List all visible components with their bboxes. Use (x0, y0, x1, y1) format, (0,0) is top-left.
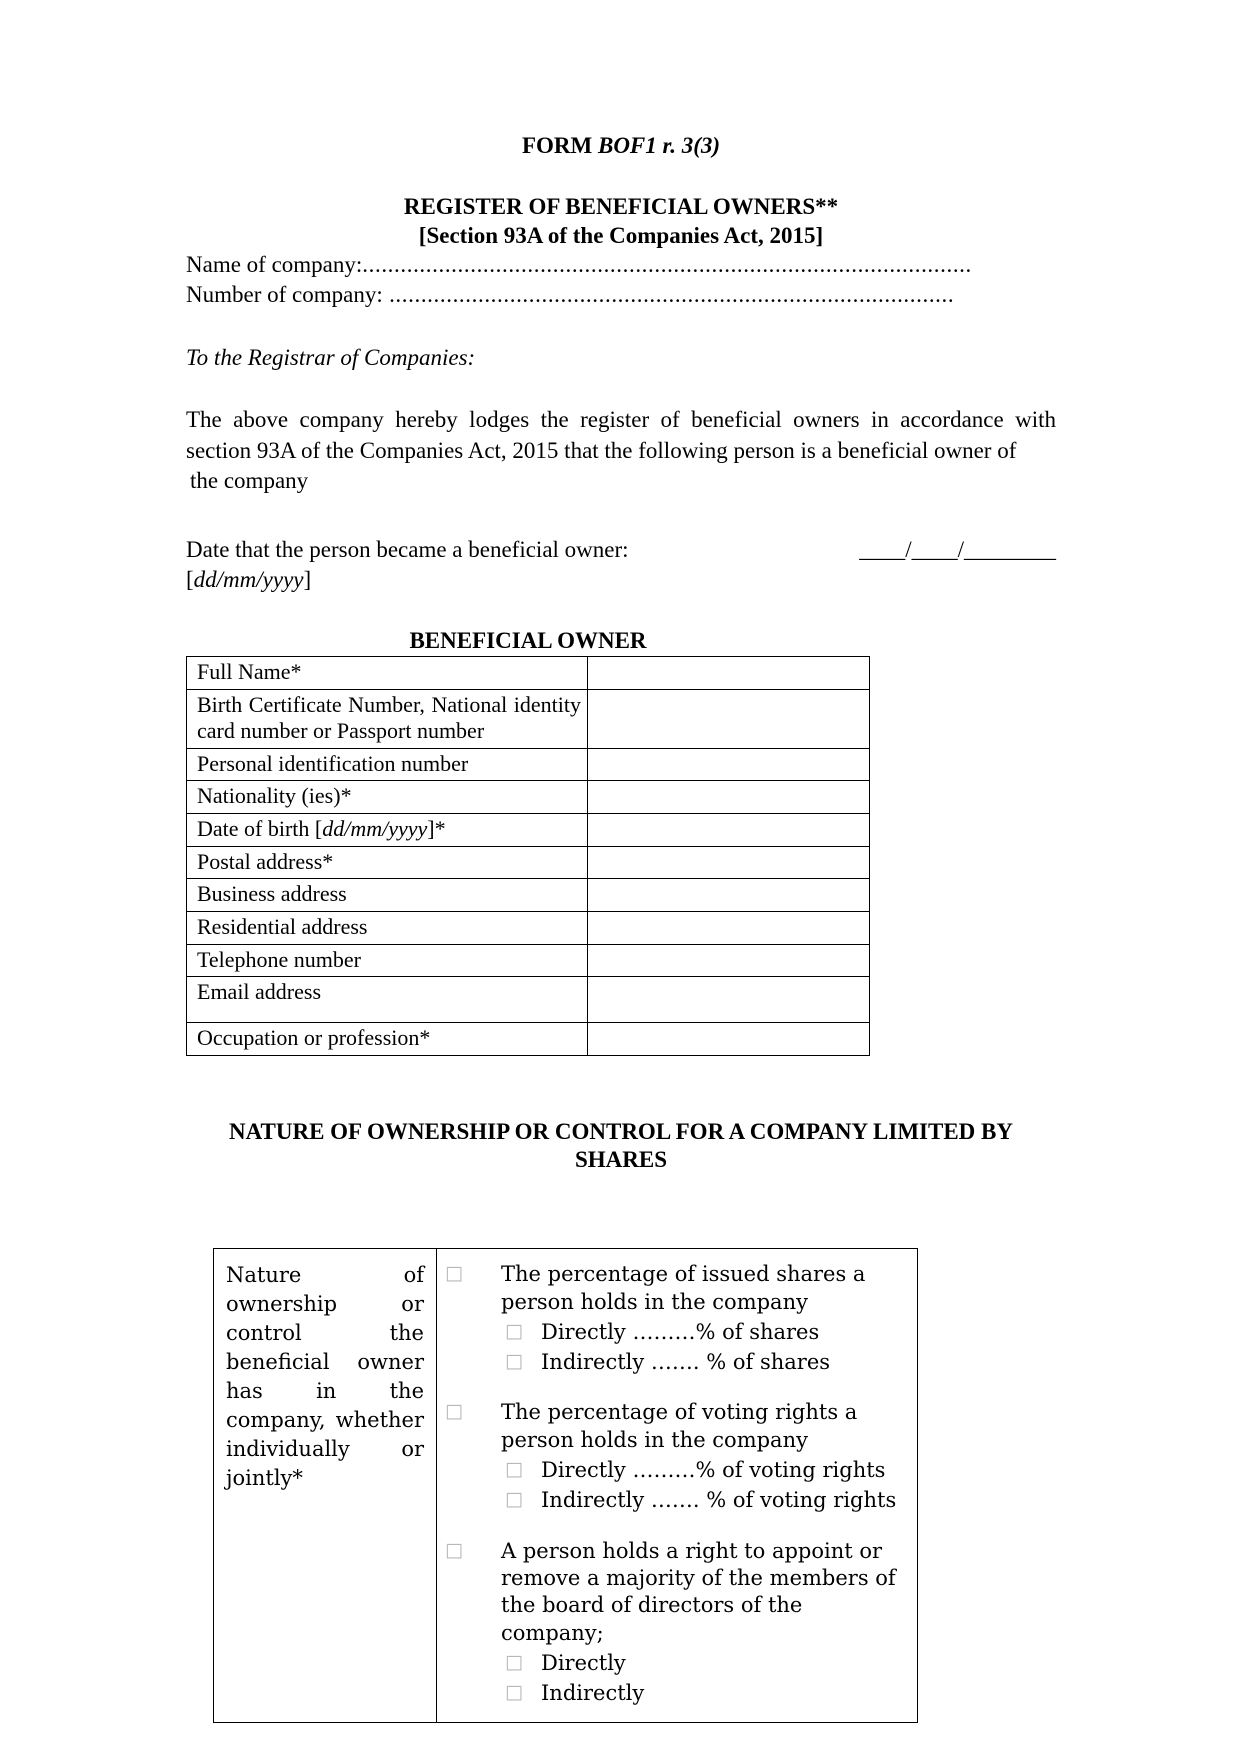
table-row (187, 657, 870, 690)
table-row (214, 1249, 918, 1723)
issued-shares-sublist (501, 1318, 907, 1378)
date-became-owner-line (186, 535, 1056, 596)
date-became-owner-label: Date that the person became a beneficial owner: (186, 536, 629, 562)
dob-suffix: ]* (427, 816, 446, 842)
company-number-label: Number of company: (186, 281, 383, 307)
row-label-residential-address: Residential address (187, 911, 588, 944)
beneficial-owner-heading: BENEFICIAL OWNER (409, 628, 647, 654)
row-label-occupation: Occupation or profession* (187, 1023, 588, 1056)
checkbox-icon[interactable]: □ (505, 1680, 523, 1703)
row-label-id-number (187, 689, 588, 748)
row-value-full-name[interactable] (588, 657, 870, 690)
option-appoint-remove-directors-label: A person holds a right to appoint or remove a majority of the members of the board of directors of the company; (501, 1538, 896, 1645)
appoint-remove-sublist (501, 1649, 907, 1709)
table-row (187, 781, 870, 814)
option-voting-indirectly-label: Indirectly ……. % of voting rights (541, 1487, 897, 1512)
nature-options-list (445, 1261, 907, 1708)
row-label-email: Email address (187, 977, 588, 1023)
voting-rights-sublist (501, 1456, 907, 1516)
beneficial-owner-table (186, 656, 870, 1056)
nature-section-heading-line2: SHARES (574, 1147, 668, 1173)
checkbox-icon[interactable]: □ (445, 1262, 463, 1285)
lodgement-paragraph-text: The above company hereby lodges the register of beneficial owners in accordance with section 93A of the Companies Act, 2015 that the following person is a beneficial owner of (186, 407, 1056, 463)
form-number-prefix: FORM (521, 133, 598, 158)
company-name-label: Name of company: (186, 252, 363, 278)
date-format-close-bracket: ] (303, 567, 312, 593)
row-value-postal-address[interactable] (588, 846, 870, 879)
table-row (187, 977, 870, 1023)
date-format-open-bracket: [ (186, 567, 194, 593)
list-item[interactable] (445, 1261, 907, 1377)
list-item[interactable] (445, 1399, 907, 1515)
list-item[interactable] (501, 1679, 907, 1709)
checkbox-icon[interactable]: □ (505, 1650, 523, 1673)
row-label-nationality: Nationality (ies)* (187, 781, 588, 814)
table-row (187, 689, 870, 748)
option-voting-rights-label: The percentage of voting rights a person holds in the company (501, 1400, 858, 1452)
table-row (187, 814, 870, 847)
nature-label-cell: Nature of ownership or control the beneficial owner has in the company, whether individually or jointly* (214, 1249, 437, 1723)
lodgement-paragraph (186, 405, 1056, 497)
option-appoint-indirectly-label: Indirectly (541, 1680, 645, 1705)
document-content (186, 0, 1056, 1723)
company-name-field-line (186, 250, 1056, 279)
row-label-id-number-line2: card number or Passport number (197, 718, 485, 744)
page-subtitle: [Section 93A of the Companies Act, 2015] (418, 222, 824, 248)
row-value-occupation[interactable] (588, 1023, 870, 1056)
option-appoint-directly-label: Directly (541, 1650, 626, 1675)
checkbox-icon[interactable]: □ (445, 1538, 463, 1561)
nature-of-ownership-table (213, 1248, 918, 1723)
date-became-owner-row (186, 535, 1056, 566)
row-label-personal-id: Personal identification number (187, 748, 588, 781)
page-title: REGISTER OF BENEFICIAL OWNERS** (403, 193, 839, 219)
list-item[interactable] (501, 1486, 907, 1516)
dob-prefix: Date of birth [ (197, 816, 323, 842)
row-label-business-address: Business address (187, 879, 588, 912)
company-name-leader[interactable]: ................................................................................................ (362, 252, 972, 278)
checkbox-icon[interactable]: □ (445, 1400, 463, 1423)
date-became-owner-input[interactable]: ____/____/________ (859, 536, 1056, 562)
list-item[interactable] (501, 1456, 907, 1486)
date-format-hint (186, 565, 1056, 596)
company-number-leader[interactable]: ......................................................................................... (382, 281, 955, 307)
option-shares-indirectly-label: Indirectly ……. % of shares (541, 1349, 831, 1374)
row-value-id-number[interactable] (588, 689, 870, 748)
date-format-pattern: dd/mm/yyyy (193, 567, 304, 593)
list-item[interactable] (501, 1649, 907, 1679)
row-value-nationality[interactable] (588, 781, 870, 814)
row-value-residential-address[interactable] (588, 911, 870, 944)
list-item[interactable] (501, 1318, 907, 1348)
nature-options-cell (437, 1249, 918, 1723)
table-row (187, 944, 870, 977)
table-row (187, 1023, 870, 1056)
option-voting-directly-label: Directly ………% of voting rights (541, 1458, 886, 1483)
table-row (187, 748, 870, 781)
option-shares-directly-label: Directly ………% of shares (541, 1319, 820, 1344)
checkbox-icon[interactable]: □ (505, 1458, 523, 1481)
row-value-email[interactable] (588, 977, 870, 1023)
row-label-telephone: Telephone number (187, 944, 588, 977)
salutation: To the Registrar of Companies: (186, 345, 476, 371)
nature-section-heading-line1: NATURE OF OWNERSHIP OR CONTROL FOR A COMPANY LIMITED BY (229, 1118, 1013, 1144)
list-item[interactable] (501, 1348, 907, 1378)
row-value-business-address[interactable] (588, 879, 870, 912)
row-label-date-of-birth (187, 814, 588, 847)
form-number-italic: BOF1 r. 3(3) (597, 133, 721, 158)
list-item[interactable] (445, 1538, 907, 1709)
checkbox-icon[interactable]: □ (505, 1349, 523, 1372)
lodgement-paragraph-lastline: the company (190, 468, 309, 494)
row-label-postal-address: Postal address* (187, 846, 588, 879)
dob-format: dd/mm/yyyy (322, 816, 428, 842)
option-issued-shares-label: The percentage of issued shares a person holds in the company (501, 1262, 866, 1314)
table-row (187, 846, 870, 879)
row-label-full-name: Full Name* (187, 657, 588, 690)
checkbox-icon[interactable]: □ (505, 1487, 523, 1510)
row-value-date-of-birth[interactable] (588, 814, 870, 847)
form-number-heading (186, 133, 1056, 159)
table-row (187, 911, 870, 944)
company-number-field-line (186, 280, 1056, 309)
row-value-telephone[interactable] (588, 944, 870, 977)
nature-section-heading (186, 1118, 1056, 1176)
row-value-personal-id[interactable] (588, 748, 870, 781)
table-row (187, 879, 870, 912)
checkbox-icon[interactable]: □ (505, 1319, 523, 1342)
row-label-id-number-line1: Birth Certificate Number, National identity (197, 691, 581, 717)
